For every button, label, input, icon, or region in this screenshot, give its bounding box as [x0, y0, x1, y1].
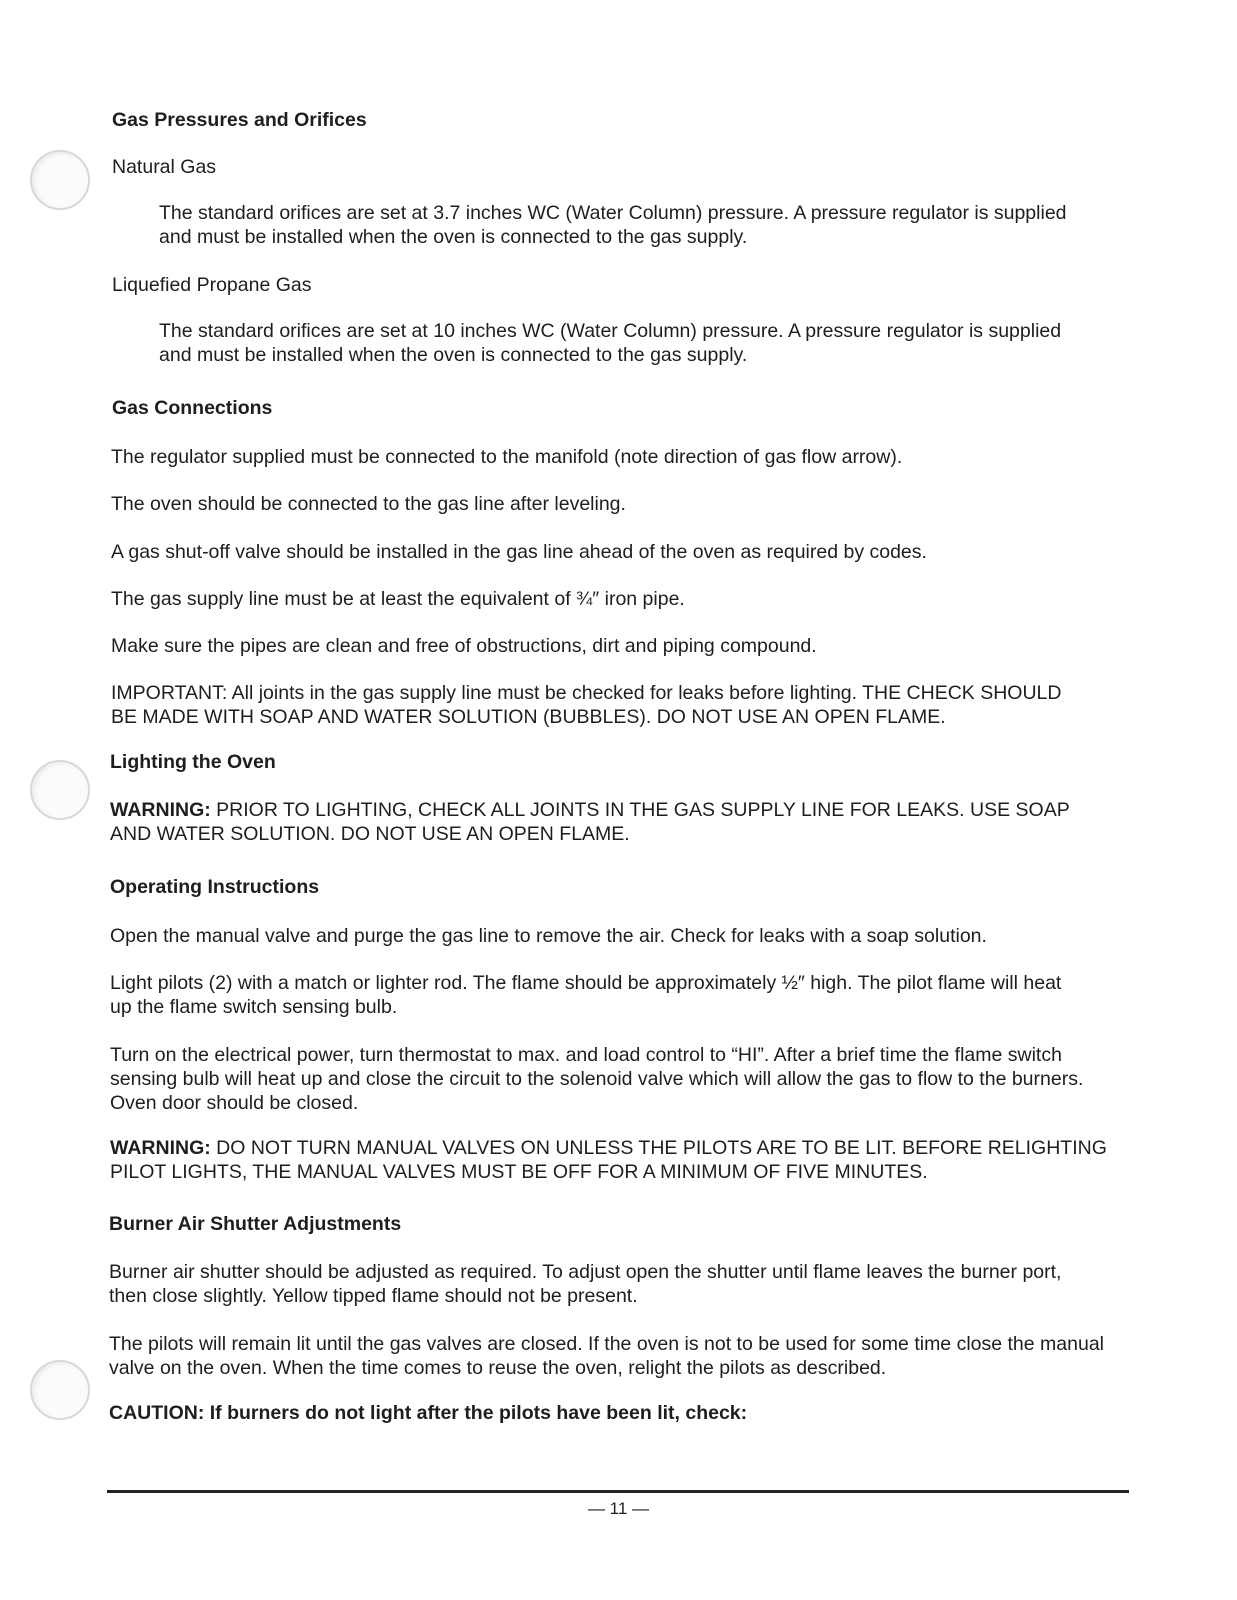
- gas-connections-p2: The oven should be connected to the gas line after leveling.: [111, 493, 626, 515]
- operating-p3-line-3: Oven door should be closed.: [110, 1092, 359, 1114]
- warning-label: WARNING:: [110, 799, 211, 821]
- punch-hole-top: [30, 150, 90, 210]
- gas-connections-p3: A gas shut-off valve should be installed in the gas line ahead of the oven as required by codes.: [111, 541, 927, 563]
- burner-p1-line-2: then close slightly. Yellow tipped flame should not be present.: [109, 1285, 638, 1307]
- burner-p2-line-1: The pilots will remain lit until the gas valves are closed. If the oven is not to be used for some time close the manual: [109, 1333, 1104, 1355]
- operating-p3-line-1: Turn on the electrical power, turn thermostat to max. and load control to “HI”. After a brief time the flame switch: [110, 1044, 1062, 1066]
- operating-p2-line-1: Light pilots (2) with a match or lighter rod. The flame should be approximately ½″ high. The pilot flame will heat: [110, 972, 1062, 994]
- heading-gas-connections: Gas Connections: [112, 397, 273, 419]
- propane-line-1: The standard orifices are set at 10 inches WC (Water Column) pressure. A pressure regulator is supplied: [159, 320, 1062, 342]
- natural-gas-line-2: and must be installed when the oven is connected to the gas supply.: [159, 226, 748, 248]
- caution-text: CAUTION: If burners do not light after the pilots have been lit, check:: [109, 1402, 748, 1424]
- heading-burner-air-shutter: Burner Air Shutter Adjustments: [109, 1213, 402, 1235]
- natural-gas-line-1: The standard orifices are set at 3.7 inches WC (Water Column) pressure. A pressure regulator is supplied: [159, 202, 1067, 224]
- important-line-2: BE MADE WITH SOAP AND WATER SOLUTION (BUBBLES). DO NOT USE AN OPEN FLAME.: [111, 706, 946, 728]
- burner-p2-line-2: valve on the oven. When the time comes to reuse the oven, relight the pilots as described.: [109, 1357, 887, 1379]
- heading-lighting-oven: Lighting the Oven: [110, 751, 276, 773]
- operating-p1: Open the manual valve and purge the gas line to remove the air. Check for leaks with a soap solution.: [110, 925, 987, 947]
- warning-label: WARNING:: [110, 1137, 211, 1159]
- label-natural-gas: Natural Gas: [112, 156, 217, 178]
- label-propane-gas: Liquefied Propane Gas: [112, 274, 312, 296]
- punch-hole-bottom: [30, 1360, 90, 1420]
- operating-warning-line-1: [110, 1136, 1107, 1160]
- page-number: — 11 —: [587, 1499, 650, 1518]
- warning-text: DO NOT TURN MANUAL VALVES ON UNLESS THE PILOTS ARE TO BE LIT. BEFORE RELIGHTING: [210, 1137, 1107, 1159]
- gas-connections-p1: The regulator supplied must be connected to the manifold (note direction of gas flow arrow).: [111, 446, 903, 468]
- gas-connections-p4: The gas supply line must be at least the equivalent of ¾″ iron pipe.: [111, 588, 685, 610]
- punch-hole-middle: [30, 760, 90, 820]
- lighting-warning-line-2: AND WATER SOLUTION. DO NOT USE AN OPEN FLAME.: [110, 823, 630, 845]
- propane-line-2: and must be installed when the oven is connected to the gas supply.: [159, 344, 748, 366]
- burner-p1-line-1: Burner air shutter should be adjusted as required. To adjust open the shutter until flame leaves the burner port,: [109, 1261, 1062, 1283]
- operating-p2-line-2: up the flame switch sensing bulb.: [110, 996, 398, 1018]
- gas-connections-p5: Make sure the pipes are clean and free of obstructions, dirt and piping compound.: [111, 635, 817, 657]
- operating-warning-line-2: PILOT LIGHTS, THE MANUAL VALVES MUST BE OFF FOR A MINIMUM OF FIVE MINUTES.: [110, 1161, 928, 1183]
- lighting-warning-line-1: [110, 798, 1070, 822]
- heading-operating-instructions: Operating Instructions: [110, 876, 320, 898]
- footer-rule: [107, 1490, 1129, 1493]
- heading-gas-pressures: Gas Pressures and Orifices: [112, 109, 367, 131]
- operating-p3-line-2: sensing bulb will heat up and close the circuit to the solenoid valve which will allow the gas to flow to the burners.: [110, 1068, 1084, 1090]
- warning-text: PRIOR TO LIGHTING, CHECK ALL JOINTS IN THE GAS SUPPLY LINE FOR LEAKS. USE SOAP: [210, 799, 1070, 821]
- important-line-1: IMPORTANT: All joints in the gas supply line must be checked for leaks before lighting. THE CHECK SHOULD: [111, 682, 1062, 704]
